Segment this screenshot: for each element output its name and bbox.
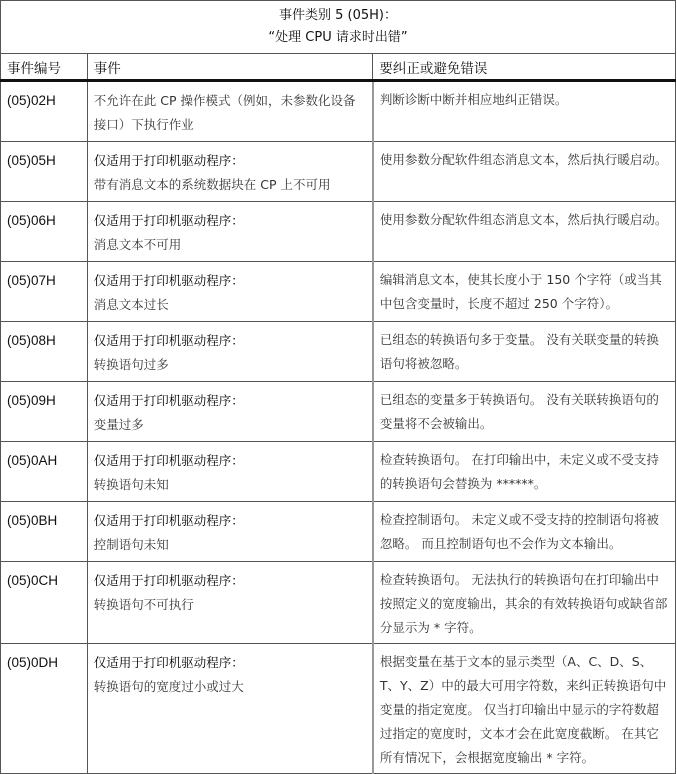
table-title-row [1, 1, 676, 54]
event-code-cell: (05)07H [1, 262, 88, 322]
remedy-cell: 使用参数分配软件组态消息文本，然后执行暖启动。 [373, 202, 676, 262]
event-description: 消息文本不可用 [93, 237, 182, 252]
table-row [1, 502, 676, 562]
event-description: 变量过多 [93, 417, 144, 432]
column-header-remedy: 要纠正或避免错误 [373, 54, 676, 81]
event-cell [87, 442, 373, 502]
event-code-cell: (05)08H [1, 322, 88, 382]
column-header-event: 事件 [87, 54, 373, 81]
event-title: 仅适用于打印机驱动程序： [93, 213, 244, 228]
table-title [1, 1, 676, 54]
table-body [1, 81, 676, 774]
event-cell [87, 81, 373, 142]
remedy-cell: 检查控制语句。 未定义或不受支持的控制语句将被忽略。 而且控制语句也不会作为文本输出。 [373, 502, 676, 562]
table-row [1, 382, 676, 442]
remedy-cell: 已组态的转换语句多于变量。 没有关联变量的转换语句将被忽略。 [373, 322, 676, 382]
event-cell [87, 562, 373, 644]
event-title: 仅适用于打印机驱动程序： [93, 453, 244, 468]
event-title: 仅适用于打印机驱动程序： [93, 655, 244, 670]
table-row [1, 644, 676, 774]
event-description: 带有消息文本的系统数据块在 CP 上不可用 [93, 177, 331, 192]
table-row [1, 262, 676, 322]
event-code-cell: (05)05H [1, 142, 88, 202]
event-title: 不允许在此 CP 操作模式（例如，未参数化设备接口）下执行作业 [93, 93, 356, 132]
event-cell [87, 382, 373, 442]
event-description: 消息文本过长 [93, 297, 169, 312]
table-row [1, 562, 676, 644]
event-code-cell: (05)0CH [1, 562, 88, 644]
event-cell [87, 202, 373, 262]
table-title-line2: “处理 CPU 请求时出错” [268, 30, 408, 45]
table-row [1, 442, 676, 502]
event-title: 仅适用于打印机驱动程序： [93, 573, 244, 588]
event-title: 仅适用于打印机驱动程序： [93, 393, 244, 408]
event-title: 仅适用于打印机驱动程序： [93, 153, 244, 168]
event-code-cell: (05)06H [1, 202, 88, 262]
event-code-cell: (05)0DH [1, 644, 88, 774]
event-code-cell: (05)09H [1, 382, 88, 442]
event-code-cell: (05)0AH [1, 442, 88, 502]
event-description: 转换语句不可执行 [93, 597, 194, 612]
event-description: 转换语句未知 [93, 477, 169, 492]
event-cell [87, 142, 373, 202]
event-title: 仅适用于打印机驱动程序： [93, 513, 244, 528]
event-cell [87, 502, 373, 562]
table-row [1, 202, 676, 262]
event-title: 仅适用于打印机驱动程序： [93, 273, 244, 288]
remedy-cell: 编辑消息文本，使其长度小于 150 个字符（或当其中包含变量时，长度不超过 250 个字符）。 [373, 262, 676, 322]
column-header-row [1, 54, 676, 81]
column-header-code: 事件编号 [1, 54, 88, 81]
remedy-cell: 检查转换语句。 无法执行的转换语句在打印输出中按照定义的宽度输出，其余的有效转换语句或缺省部分显示为 * 字符。 [373, 562, 676, 644]
table-row [1, 81, 676, 142]
event-description: 转换语句过多 [93, 357, 169, 372]
remedy-cell: 检查转换语句。 在打印输出中，未定义或不受支持的转换语句会替换为 ******。 [373, 442, 676, 502]
event-code-cell: (05)02H [1, 81, 88, 142]
event-description: 控制语句未知 [93, 537, 169, 552]
remedy-cell: 根据变量在基于文本的显示类型（A、C、D、S、T、Y、Z）中的最大可用字符数，来纠正转换语句中变量的指定宽度。 仅当打印输出中显示的字符数超过指定的宽度时，文本才会在此宽度截断。 在其它所有情况下，会根据宽度输出 * 字符。 [373, 644, 676, 774]
event-description: 转换语句的宽度过小或过大 [93, 679, 244, 694]
remedy-cell: 已组态的变量多于转换语句。 没有关联转换语句的变量将不会被输出。 [373, 382, 676, 442]
event-cell [87, 262, 373, 322]
event-cell [87, 644, 373, 774]
remedy-cell: 判断诊断中断并相应地纠正错误。 [373, 81, 676, 142]
event-title: 仅适用于打印机驱动程序： [93, 333, 244, 348]
event-code-cell: (05)0BH [1, 502, 88, 562]
table-row [1, 322, 676, 382]
table-title-line1: 事件类别 5 (05H)： [279, 8, 397, 23]
remedy-cell: 使用参数分配软件组态消息文本，然后执行暖启动。 [373, 142, 676, 202]
event-cell [87, 322, 373, 382]
table-row [1, 142, 676, 202]
